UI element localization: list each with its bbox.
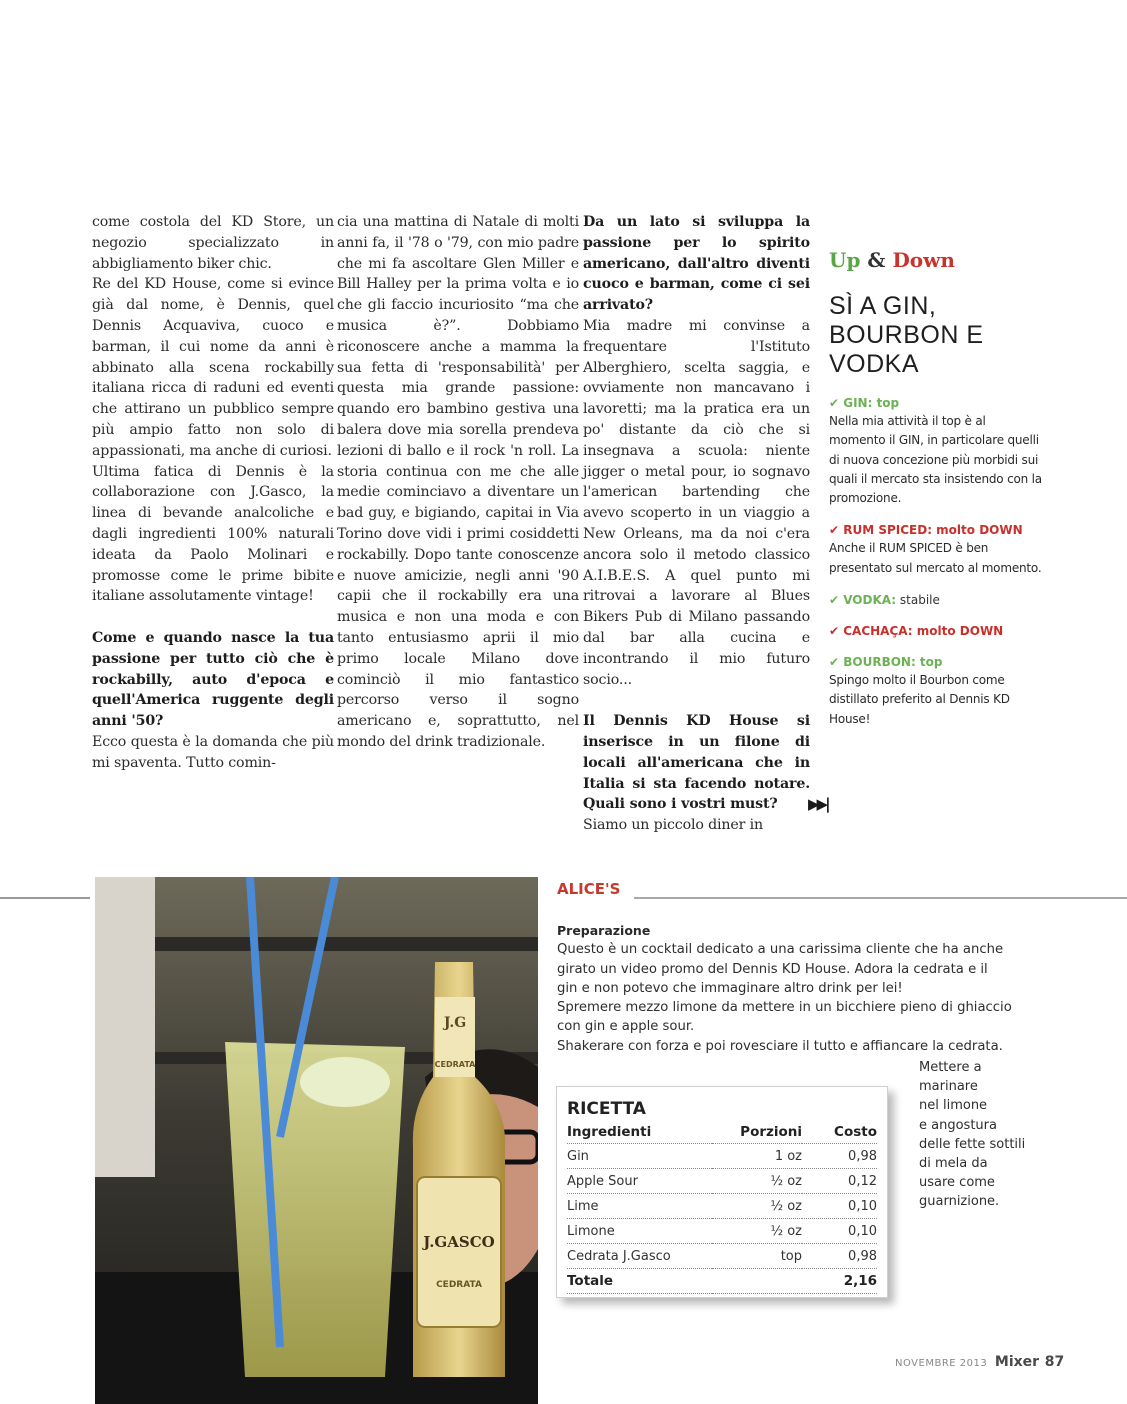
ingredient-cost: 0,98: [802, 1244, 877, 1269]
shelf: [155, 937, 538, 951]
ingredient-portion: ½ oz: [712, 1219, 802, 1244]
sidebar-item-text: Anche il RUM SPICED è ben presentato sul mercato al momento.: [829, 541, 1042, 575]
sidebar-item-heading: [829, 395, 1044, 412]
note-line: di mela da: [919, 1156, 988, 1172]
ingredient-name: Limone: [567, 1219, 712, 1244]
recipe-header-row: [567, 1121, 877, 1144]
ingredient-name: Gin: [567, 1144, 712, 1169]
ingredient-cost: 0,98: [802, 1144, 877, 1169]
preparation-line: Shakerare con forza e poi rovesciare il tutto e affiancare la cedrata.: [557, 1038, 1003, 1054]
preparation-line: con gin e apple sour.: [557, 1019, 695, 1035]
sidebar-item-heading: [829, 623, 1044, 640]
preparation-label: Preparazione: [557, 923, 651, 938]
ingredient-name: Apple Sour: [567, 1169, 712, 1194]
article-paragraph: come costola del KD Store, un negozio specializzato in abbigliamento biker chic.: [92, 214, 334, 272]
article-column-3: [583, 212, 810, 836]
preparation-block: [557, 921, 1037, 1056]
preparation-line: girato un video promo del Dennis KD House. Adora la cedrata e il: [557, 961, 988, 977]
note-line: guarnizione.: [919, 1194, 1000, 1210]
ingredient-cost: 0,10: [802, 1219, 877, 1244]
sidebar-item-verdict: ✔ BOURBON: top: [829, 655, 943, 670]
bottle-label: [417, 1177, 501, 1327]
sidebar-item-verdict: ✔ VODKA:: [829, 593, 897, 608]
article-paragraph: Re del KD House, come si evince già dal nome, è Dennis, quel Dennis Acquaviva, cuoco e barman, il cui nome da anni è abbinato alla scena rockabilly italiana ricca di raduni ed eventi che attirano un pubblico sempre più ampio fatto non solo di appassionati, ma anche di curiosi.: [92, 276, 334, 459]
sidebar-item-heading: [829, 522, 1044, 539]
bottle-neck-flavor: CEDRATA: [434, 1060, 476, 1069]
preparation-line: gin e non potevo che immaginare altro drink per lei!: [557, 980, 903, 996]
article-paragraph: Ecco questa è la domanda che più mi spaventa. Tutto comin-: [92, 733, 334, 771]
sidebar-item-verdict: ✔ CACHAÇA: molto DOWN: [829, 624, 1004, 639]
garnish-note: [919, 1058, 1049, 1212]
sidebar-title-line: BOURBON E: [829, 321, 984, 349]
ingredient-portion: ½ oz: [712, 1194, 802, 1219]
sidebar-item-text: Spingo molto il Bourbon come distillato preferito al Dennis KD House!: [829, 673, 1010, 726]
sidebar-item-heading: [829, 654, 1044, 671]
note-line: delle fette sottili: [919, 1136, 1026, 1152]
ingredient-name: Cedrata J.Gasco: [567, 1244, 712, 1269]
up-and-down-sidebar: [829, 248, 1044, 743]
bottle-logo: J.G: [443, 1015, 467, 1031]
sidebar-item-verdict: ✔ RUM SPICED: molto DOWN: [829, 523, 1023, 538]
interview-question: Da un lato si sviluppa la passione per lo spirito americano, dall'altro diventi cuoco e barman, come ci sei arrivato?: [583, 214, 810, 314]
page-number: 87: [1044, 1354, 1065, 1370]
sidebar-item: [829, 623, 1044, 640]
interview-question: Come e quando nasce la tua passione per tutto ciò che è rockabilly, auto d'epoca e quell'America ruggente degli anni '50?: [92, 629, 334, 730]
wall: [95, 877, 155, 1177]
header-cost: Costo: [802, 1121, 877, 1144]
ingredient-cost: 0,12: [802, 1169, 877, 1194]
divider-line-left: [0, 897, 90, 899]
magazine-name: Mixer: [994, 1354, 1040, 1370]
header-portions: Porzioni: [712, 1121, 802, 1144]
recipe-table: [567, 1121, 877, 1294]
divider-line-right: [634, 897, 1127, 899]
sidebar-items: [829, 395, 1044, 729]
recipe-row: [567, 1144, 877, 1169]
total-empty: [712, 1269, 802, 1294]
article-paragraph: cia una mattina di Natale di molti anni fa, il '78 o '79, con mio padre che mi fa ascoltare Glen Miller e Bill Halley per la prima volta e io che gli faccio incuriosito “ma che musica è?”. Dobbiamo riconoscere anche a mamma la sua fetta di 'responsabilità' per questa mia grande passione: quando ero bambino gestiva una balera dove mia sorella prendeva lezioni di ballo e il rock 'n roll. La storia continua con me che alle medie cominciavo a diventare un bad guy, e bigiando, capitai in Via Torino dove vidi i primi cosiddetti rockabilly. Dopo tante conoscenze e nuove amicizie, negli anni '90 capii che il rockabilly era una musica e non una moda e con tanto entusiasmo aprii il mio primo locale Milano dove cominciò il mio fantastico percorso verso il sogno americano e, soprattutto, nel mondo del drink tradizionale.: [337, 214, 579, 750]
sidebar-item: [829, 654, 1044, 729]
header-ingredients: Ingredienti: [567, 1121, 712, 1144]
article-paragraph: Mia madre mi convinse a frequentare l'Istituto Alberghiero, scelta saggia, e ovviamente non mancavano i lavoretti; ma la pratica era un po' distante da ciò che si insegnava a scuola: niente jigger o metal pour, io sognavo l'american bartending che avevo scoperto in un viaggio a New Orleans, ma da noi c'era ancora solo il metodo classico A.I.B.E.S. A quel punto mi ritrovai a lavorare al Blues Bikers Pub di Milano passando dal bar alla cucina e incontrando il mio futuro socio...: [583, 317, 810, 688]
cocktail-name: ALICE'S: [557, 880, 621, 898]
sidebar-title-line: VODKA: [829, 350, 920, 378]
issue-date: NOVEMBRE 2013: [895, 1358, 988, 1369]
article-paragraph: Siamo un piccolo diner in: [583, 817, 764, 834]
recipe-row: [567, 1244, 877, 1269]
note-line: Mettere a: [919, 1060, 982, 1075]
sidebar-item-status: stabile: [896, 593, 940, 608]
interview-question: Il Dennis KD House si inserisce in un filone di locali all'americana che in Italia si sta facendo notare. Quali sono i vostri must?: [583, 713, 810, 813]
total-value: 2,16: [802, 1269, 877, 1294]
ingredient-name: Lime: [567, 1194, 712, 1219]
sidebar-title: [829, 292, 1044, 379]
sidebar-item-heading: [829, 592, 1044, 609]
preparation-line: Spremere mezzo limone da mettere in un bicchiere pieno di ghiaccio: [557, 1000, 1012, 1016]
preparation-line: Questo è un cocktail dedicato a una carissima cliente che ha anche: [557, 942, 1004, 958]
kicker-ampersand: &: [867, 248, 886, 272]
sidebar-item: [829, 522, 1044, 578]
recipe-total-row: [567, 1269, 877, 1294]
page-footer: [895, 1354, 1064, 1370]
recipe-row: [567, 1169, 877, 1194]
sidebar-item-verdict: ✔ GIN: top: [829, 396, 900, 410]
sidebar-item-text: Nella mia attività il top è al momento il GIN, in particolare quelli di nuova concezione più morbidi sui quali il mercato sta insistendo con la promozione.: [829, 414, 1042, 506]
recipe-row: [567, 1194, 877, 1219]
ingredient-portion: ½ oz: [712, 1169, 802, 1194]
cocktail-photo: [95, 877, 538, 1404]
recipe-title: RICETTA: [567, 1099, 646, 1119]
article-column-1: [92, 212, 334, 774]
lime-slice: [300, 1057, 390, 1107]
ingredient-cost: 0,10: [802, 1194, 877, 1219]
bottle-brand: J.GASCO: [423, 1233, 495, 1251]
recipe-box: [556, 1086, 888, 1298]
recipe-row: [567, 1219, 877, 1244]
photo-illustration: [95, 877, 538, 1404]
sidebar-item: [829, 592, 1044, 609]
note-line: usare come: [919, 1175, 995, 1191]
ingredient-portion: top: [712, 1244, 802, 1269]
note-line: nel limone: [919, 1098, 988, 1114]
total-label: Totale: [567, 1269, 712, 1294]
kicker-up: Up: [829, 248, 861, 272]
note-line: marinare: [919, 1079, 978, 1095]
kicker-down: Down: [892, 248, 955, 272]
ingredient-portion: 1 oz: [712, 1144, 802, 1169]
sidebar-item: [829, 395, 1044, 508]
fast-forward-icon: ▶▶|: [808, 795, 828, 813]
article-paragraph: Ultima fatica di Dennis è la collaborazione con J.Gasco, la linea di bevande analcoliche e dagli ingredienti 100% naturali ideata da Paolo Molinari e promosse come le prime bibite italiane assolutamente vintage!: [92, 463, 334, 605]
sidebar-kicker: [829, 248, 1044, 272]
note-line: e angostura: [919, 1117, 997, 1133]
article-column-2: [337, 212, 579, 753]
sidebar-title-line: SÌ A GIN,: [829, 292, 937, 320]
bottle-flavor: CEDRATA: [436, 1280, 482, 1290]
